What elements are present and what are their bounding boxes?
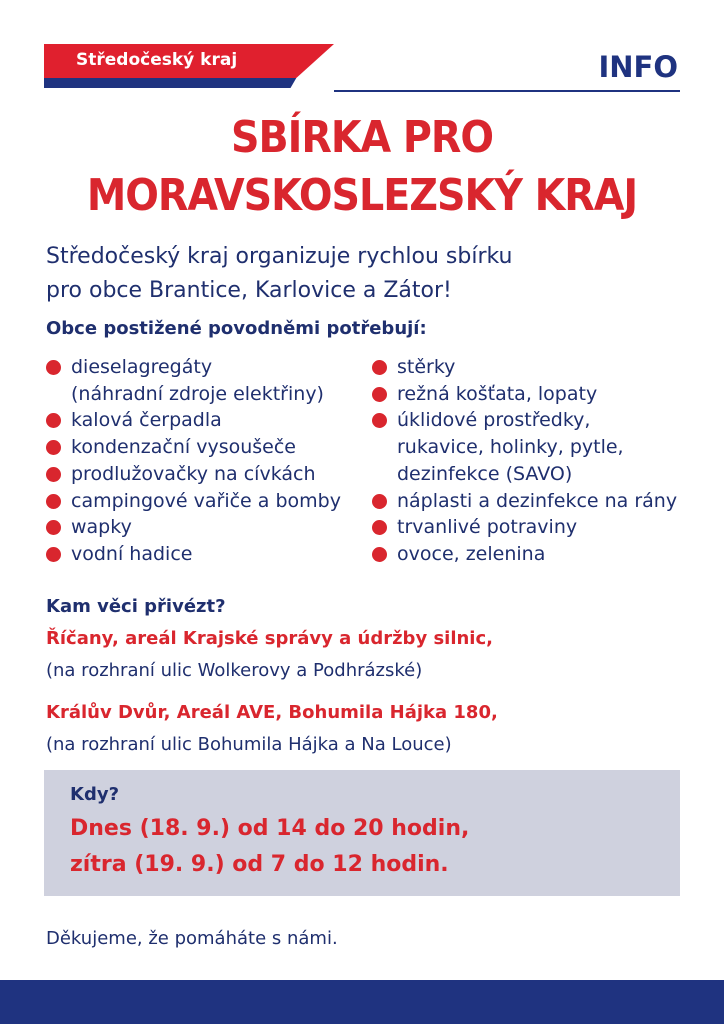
list-item: kalová čerpadla (46, 407, 366, 434)
bullet-icon (372, 387, 387, 402)
info-label: INFO (598, 50, 678, 84)
region-banner (44, 44, 334, 92)
list-item: trvanlivé potraviny (372, 514, 692, 541)
list-item: dieselagregáty (náhradní zdroje elektřiny) (46, 354, 366, 407)
banner-blue-stripe (44, 78, 334, 88)
when-box (44, 770, 680, 896)
needs-heading: Obce postižené povodněmi potřebují: (46, 318, 427, 339)
list-item: stěrky (372, 354, 692, 381)
list-item: campingové vařiče a bomby (46, 488, 366, 515)
intro-line-2: pro obce Brantice, Karlovice a Zátor! (46, 278, 452, 303)
bullet-icon (372, 494, 387, 509)
bullet-icon (372, 360, 387, 375)
list-item: prodlužovačky na cívkách (46, 461, 366, 488)
region-name: Středočeský kraj (76, 50, 238, 70)
list-item: ovoce, zelenina (372, 541, 692, 568)
location-2-name: Králův Dvůr, Areál AVE, Bohumila Hájka 180, (46, 702, 498, 723)
bullet-icon (46, 520, 61, 535)
bullet-icon (46, 494, 61, 509)
list-item: náplasti a dezinfekce na rány (372, 488, 692, 515)
title-line-2: MORAVSKOSLEZSKÝ KRAJ (86, 170, 638, 221)
list-item: režná košťata, lopaty (372, 381, 692, 408)
bullet-icon (46, 360, 61, 375)
location-2-detail: (na rozhraní ulic Bohumila Hájka a Na Louce) (46, 734, 452, 755)
intro-text (46, 240, 686, 308)
title-line-1: SBÍRKA PRO (230, 112, 494, 163)
bullet-icon (46, 413, 61, 428)
list-item: úklidové prostředky, rukavice, holinky, pytle, dezinfekce (SAVO) (372, 407, 692, 487)
bullet-icon (46, 440, 61, 455)
header-divider (334, 90, 680, 92)
needs-list-left (46, 354, 366, 568)
location-1-name: Říčany, areál Krajské správy a údržby silnic, (46, 628, 493, 649)
list-item: kondenzační vysoušeče (46, 434, 366, 461)
location-1-detail: (na rozhraní ulic Wolkerovy a Podhrázské) (46, 660, 423, 681)
footer-bar (0, 980, 724, 1024)
list-item: vodní hadice (46, 541, 366, 568)
when-line-2: zítra (19. 9.) od 7 do 12 hodin. (70, 852, 449, 877)
list-item: wapky (46, 514, 366, 541)
bullet-icon (46, 467, 61, 482)
when-line-1: Dnes (18. 9.) od 14 do 20 hodin, (70, 816, 470, 841)
thanks-text: Děkujeme, že pomáháte s námi. (46, 928, 338, 949)
needs-list-right (372, 354, 692, 568)
bullet-icon (372, 413, 387, 428)
where-heading: Kam věci přivézt? (46, 596, 226, 617)
bullet-icon (372, 520, 387, 535)
when-heading: Kdy? (70, 784, 120, 805)
intro-line-1: Středočeský kraj organizuje rychlou sbírku (46, 244, 513, 269)
bullet-icon (372, 547, 387, 562)
bullet-icon (46, 547, 61, 562)
